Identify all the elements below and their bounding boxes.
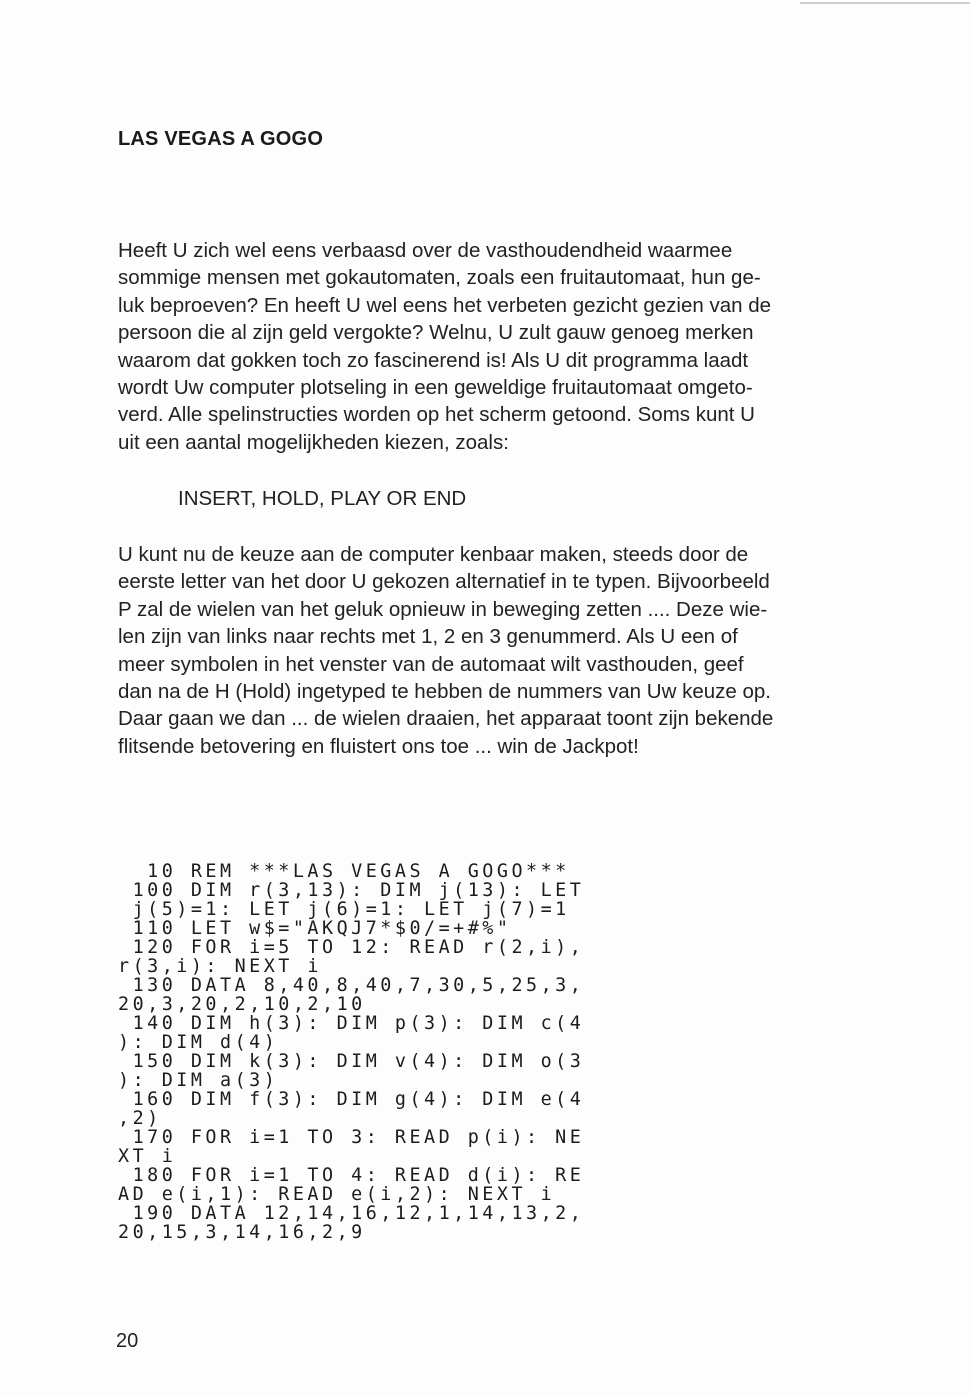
page-title: LAS VEGAS A GOGO bbox=[118, 128, 324, 150]
code-line: 100 DIM r(3,13): DIM j(13): LET bbox=[118, 880, 585, 901]
code-line: 10 REM ***LAS VEGAS A GOGO*** bbox=[118, 861, 570, 882]
code-line: 130 DATA 8,40,8,40,7,30,5,25,3, bbox=[118, 975, 585, 996]
body-line: meer symbolen in het venster van de automaat wilt vasthouden, geef bbox=[118, 652, 744, 676]
instructions-paragraph bbox=[118, 541, 848, 760]
code-line: XT i bbox=[118, 1146, 177, 1167]
code-line: 120 FOR i=5 TO 12: READ r(2,i), bbox=[118, 937, 585, 958]
intro-line: sommige mensen met gokautomaten, zoals een fruitautomaat, hun ge- bbox=[118, 266, 761, 290]
body-line: flitsende betovering en fluistert ons toe ... win de Jackpot! bbox=[118, 734, 639, 758]
intro-line: wordt Uw computer plotseling in een geweldige fruitautomaat omgeto- bbox=[118, 376, 753, 400]
code-line: ): DIM a(3) bbox=[118, 1070, 279, 1091]
code-line: 150 DIM k(3): DIM v(4): DIM o(3 bbox=[118, 1051, 585, 1072]
intro-line: persoon die al zijn geld vergokte? Welnu, U zult gauw genoeg merken bbox=[118, 321, 754, 345]
body-line: U kunt nu de keuze aan de computer kenbaar maken, steeds door de bbox=[118, 543, 749, 566]
body-line: Daar gaan we dan ... de wielen draaien, het apparaat toont zijn bekende bbox=[118, 707, 774, 731]
code-line: 180 FOR i=1 TO 4: READ d(i): RE bbox=[118, 1165, 585, 1186]
code-line: 190 DATA 12,14,16,12,1,14,13,2, bbox=[118, 1203, 585, 1224]
body-line: P zal de wielen van het geluk opnieuw in beweging zetten .... Deze wie- bbox=[118, 597, 768, 621]
code-line: 140 DIM h(3): DIM p(3): DIM c(4 bbox=[118, 1013, 585, 1034]
code-line: j(5)=1: LET j(6)=1: LET j(7)=1 bbox=[118, 899, 570, 920]
code-line: 20,3,20,2,10,2,10 bbox=[118, 994, 366, 1015]
body-line: len zijn van links naar rechts met 1, 2 en 3 genummerd. Als U een of bbox=[118, 625, 738, 649]
code-line: 160 DIM f(3): DIM g(4): DIM e(4 bbox=[118, 1089, 585, 1110]
code-line: 20,15,3,14,16,2,9 bbox=[118, 1222, 366, 1243]
code-line: 170 FOR i=1 TO 3: READ p(i): NE bbox=[118, 1127, 585, 1148]
code-line: ): DIM d(4) bbox=[118, 1032, 279, 1053]
body-line: dan na de H (Hold) ingetyped te hebben de nummers van Uw keuze op. bbox=[118, 680, 771, 704]
code-line: ,2) bbox=[118, 1108, 162, 1129]
body-line: eerste letter van het door U gekozen alternatief in te typen. Bijvoorbeeld bbox=[118, 570, 770, 594]
scan-edge-mark bbox=[800, 2, 970, 4]
code-line: r(3,i): NEXT i bbox=[118, 956, 323, 977]
code-line: 110 LET w$="AKQJ7*$0/=+#%" bbox=[118, 918, 512, 939]
intro-line: uit een aantal mogelijkheden kiezen, zoals: bbox=[118, 430, 509, 454]
intro-paragraph bbox=[118, 237, 848, 456]
intro-line: verd. Alle spelinstructies worden op het scherm getoond. Soms kunt U bbox=[118, 403, 755, 427]
intro-line: luk beproeven? En heeft U wel eens het verbeten gezicht gezien van de bbox=[118, 293, 772, 317]
intro-line: waarom dat gokken toch zo fascinerend is! Als U dit programma laadt bbox=[118, 348, 749, 372]
code-line: AD e(i,1): READ e(i,2): NEXT i bbox=[118, 1184, 556, 1205]
basic-program-listing bbox=[118, 862, 584, 1242]
intro-line: Heeft U zich wel eens verbaasd over de vasthoudendheid waarmee bbox=[118, 239, 733, 262]
options-line: INSERT, HOLD, PLAY OR END bbox=[178, 487, 467, 510]
page-number: 20 bbox=[116, 1330, 139, 1352]
